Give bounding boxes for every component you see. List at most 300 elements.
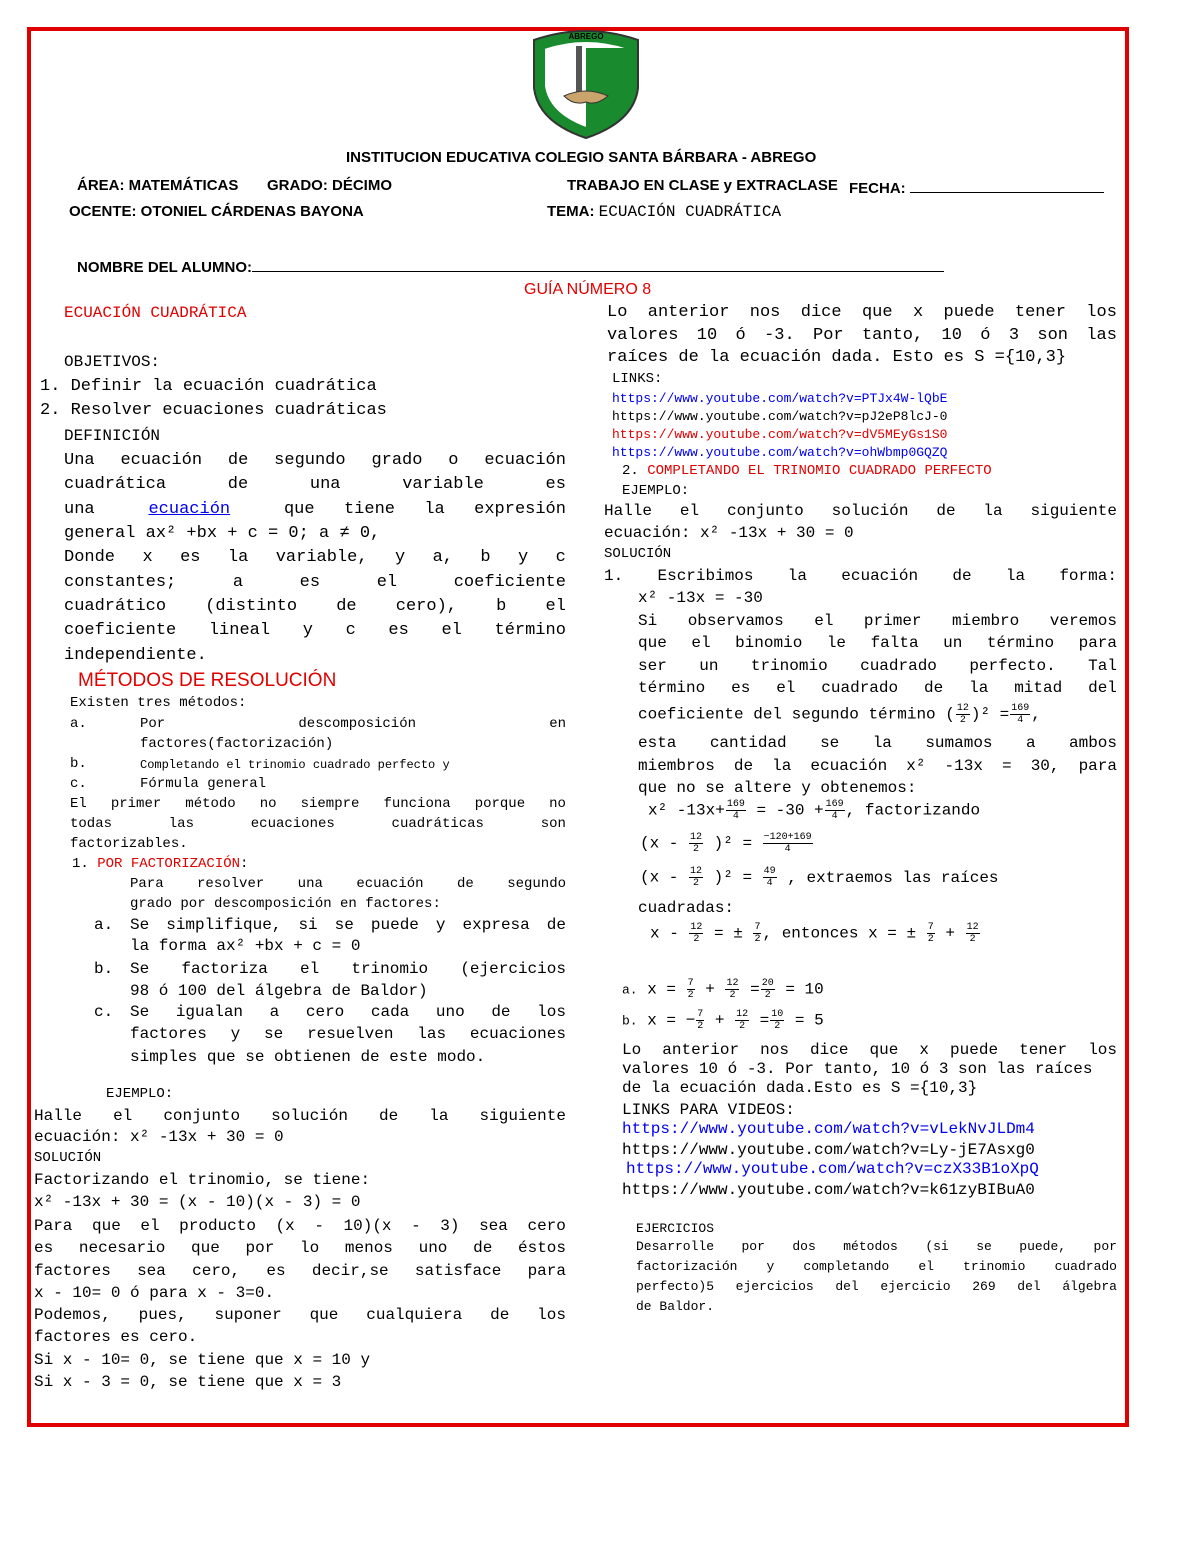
word: a xyxy=(269,1003,280,1021)
word: trinomio xyxy=(963,1259,1026,1274)
solution-label: SOLUCIÓN xyxy=(34,1150,102,1166)
word: que xyxy=(869,1041,899,1059)
word: cuadrático xyxy=(64,597,167,616)
word: Escribimos xyxy=(657,567,754,585)
bottom-line xyxy=(622,1041,1117,1059)
work-label: TRABAJO EN CLASE y EXTRACLASE xyxy=(567,177,838,194)
definition-line: independiente. xyxy=(64,646,207,665)
factorization-heading: 1. POR FACTORIZACIÓN: xyxy=(72,856,249,872)
word: 30, xyxy=(1030,757,1060,775)
word: - xyxy=(411,1217,421,1235)
word: término xyxy=(638,679,706,697)
word: para xyxy=(1078,634,1117,652)
word: 3 xyxy=(1008,326,1020,345)
word: = xyxy=(1002,757,1012,775)
solution-label: SOLUCIÓN xyxy=(604,546,672,562)
word: ambos xyxy=(1068,734,1117,752)
word: factoriza xyxy=(181,960,268,978)
word: tener xyxy=(1014,303,1066,322)
word: b xyxy=(496,597,507,616)
word: miembro xyxy=(952,612,1020,630)
word: 269 xyxy=(972,1279,996,1294)
word: x xyxy=(912,303,924,322)
exercises-label: EJERCICIOS xyxy=(636,1221,715,1236)
equation-2: (x - $\frac{12}{2}$ )² = $\frac{-120+169}{4}$ xyxy=(640,832,812,855)
word: completando xyxy=(803,1259,890,1274)
word: Podemos, xyxy=(34,1306,111,1324)
word: Lo xyxy=(607,303,628,322)
top-line xyxy=(607,303,1117,322)
example-line xyxy=(604,502,1117,520)
equation-3: (x - $\frac{12}{2}$ )² = $\frac{49}{4}$ , extraemos las raíces xyxy=(640,866,999,889)
word: que xyxy=(638,634,667,652)
word: primer xyxy=(110,796,162,812)
solution-line xyxy=(34,1306,566,1324)
area-label: ÁREA: MATEMÁTICAS xyxy=(77,177,239,194)
objective-2: 2. Resolver ecuaciones cuadráticas xyxy=(40,401,387,420)
word: Para xyxy=(130,876,164,892)
note-line xyxy=(70,816,566,832)
word: ecuación xyxy=(484,451,566,470)
example-equation: ecuación: x² -13x + 30 = 0 xyxy=(604,524,854,542)
word: el xyxy=(814,612,834,630)
word: trinomio xyxy=(750,657,828,675)
word: grado xyxy=(371,451,423,470)
complete-heading: 2. COMPLETANDO EL TRINOMIO CUADRADO PERFECTO xyxy=(622,463,992,479)
word: Si xyxy=(638,612,658,630)
date-label: FECHA: xyxy=(849,177,1104,197)
solution-line xyxy=(34,1262,566,1280)
word: cuadrado xyxy=(821,679,899,697)
word: falta xyxy=(870,634,919,652)
word: en xyxy=(549,716,566,732)
word: de xyxy=(936,502,956,520)
word: anterior xyxy=(647,303,730,322)
definition-line xyxy=(64,573,566,592)
definition-line xyxy=(64,475,566,494)
fraction: $\frac{12}{2}$ xyxy=(956,703,969,726)
word: siempre xyxy=(300,796,360,812)
word: cero xyxy=(527,1217,566,1235)
example-label: EJEMPLO: xyxy=(106,1086,174,1102)
word: cuadráticas xyxy=(391,816,484,832)
result-b: b. x = − $\frac{7}{2}$ + $\frac{12}{2}$ = $\frac{10}{2}$ = 5 xyxy=(622,1009,824,1032)
word: cantidad xyxy=(709,734,787,752)
word: si xyxy=(298,916,318,934)
word: y xyxy=(302,621,313,640)
objectives-label: OBJETIVOS: xyxy=(64,353,161,371)
step-1-line xyxy=(638,679,1117,697)
word: las xyxy=(1086,326,1117,345)
word: Se xyxy=(130,1003,150,1021)
word: porque xyxy=(474,796,526,812)
solution-equation: x² -13x + 30 = (x - 10)(x - 3) = 0 xyxy=(34,1193,361,1211)
word: que xyxy=(309,1306,339,1324)
word: (x xyxy=(275,1217,295,1235)
ecuacion-link[interactable]: ecuación xyxy=(148,500,231,519)
word: c xyxy=(555,548,566,567)
word: y xyxy=(766,1259,775,1274)
example-equation: ecuación: x² -13x + 30 = 0 xyxy=(34,1128,284,1146)
word: las xyxy=(417,1025,447,1043)
example-line xyxy=(34,1107,566,1125)
word: de xyxy=(491,1003,511,1021)
word: un xyxy=(943,634,963,652)
word: cero xyxy=(305,1003,345,1021)
equation-3-cont: cuadradas: xyxy=(638,899,735,917)
word: ejercicios xyxy=(735,1279,814,1294)
word: funciona xyxy=(383,796,451,812)
word: el xyxy=(113,1107,133,1125)
word: cero, xyxy=(192,1262,241,1280)
word: descomposición xyxy=(298,716,417,732)
word: la xyxy=(787,567,807,585)
topic-value: ECUACIÓN CUADRÁTICA xyxy=(598,203,782,221)
word: solución xyxy=(271,1107,348,1125)
word: pues, xyxy=(138,1306,187,1324)
guide-number: GUÍA NÚMERO 8 xyxy=(524,281,652,298)
word: ecuación xyxy=(356,876,424,892)
top-line xyxy=(607,326,1117,345)
word: la xyxy=(969,679,989,697)
word: de xyxy=(336,597,357,616)
word: a, xyxy=(432,548,453,567)
word: de xyxy=(379,1107,399,1125)
method-a xyxy=(140,716,566,732)
word: ecuaciones xyxy=(250,816,335,832)
fraction: $\frac{169}{4}$ xyxy=(1011,703,1030,726)
student-name-label: NOMBRE DEL ALUMNO: xyxy=(77,256,944,276)
word: lineal xyxy=(208,621,271,640)
word: todas xyxy=(70,816,113,832)
word: puede xyxy=(370,916,419,934)
step-1-line xyxy=(604,567,1117,585)
word: ó xyxy=(980,326,991,345)
word: Tal xyxy=(1088,657,1117,675)
definition-line xyxy=(64,597,566,616)
note-line: factorizables. xyxy=(70,836,188,852)
word: expresión xyxy=(474,500,566,519)
solution-line xyxy=(34,1239,566,1257)
word: -3. xyxy=(764,326,795,345)
word: álgebra xyxy=(1062,1279,1117,1294)
word: dos xyxy=(792,1239,816,1254)
word: c xyxy=(345,621,356,640)
word: por xyxy=(245,1239,275,1257)
word: dice xyxy=(800,303,842,322)
word: ser xyxy=(638,657,667,675)
word: las xyxy=(168,816,194,832)
word: de xyxy=(227,475,249,494)
step-c-cont: simples que se obtienen de este modo. xyxy=(130,1048,486,1066)
word: son xyxy=(1037,326,1068,345)
word: para xyxy=(1078,757,1117,775)
word: 10 xyxy=(696,326,718,345)
word: coeficiente xyxy=(453,573,566,592)
word: - xyxy=(314,1217,324,1235)
word: observamos xyxy=(687,612,784,630)
word: Por xyxy=(813,326,844,345)
word: miembros xyxy=(638,757,715,775)
step-a-mark: a. xyxy=(94,916,114,934)
word: decir,se xyxy=(311,1262,389,1280)
word: Se xyxy=(130,960,150,978)
word: cualquiera xyxy=(366,1306,463,1324)
topic-label: TEMA: ECUACIÓN CUADRÁTICA xyxy=(547,203,782,221)
word: a xyxy=(1025,734,1036,752)
word: solución xyxy=(831,502,909,520)
video-link-4[interactable]: https://www.youtube.com/watch?v=k61zyBIBuA0 xyxy=(622,1181,1035,1199)
word: constantes; xyxy=(64,573,177,592)
word: del xyxy=(1088,679,1117,697)
word: término xyxy=(494,621,566,640)
word: el xyxy=(918,1259,934,1274)
word: la xyxy=(1005,567,1026,585)
word: y xyxy=(230,1025,241,1043)
word: lo xyxy=(300,1239,320,1257)
word: se xyxy=(820,734,840,752)
link-4[interactable]: https://www.youtube.com/watch?v=ohWbmp0GQZQ xyxy=(612,445,948,460)
solution-line: x - 10= 0 ó para x - 3=0. xyxy=(34,1284,275,1302)
exercises-line xyxy=(636,1259,1117,1274)
word: se xyxy=(264,1025,284,1043)
word: que xyxy=(861,303,893,322)
step-1-line xyxy=(638,634,1117,652)
word: de xyxy=(490,1306,510,1324)
word: 10 xyxy=(941,326,962,345)
word: los xyxy=(1088,1041,1117,1059)
word: método xyxy=(185,796,236,812)
video-link-2[interactable]: https://www.youtube.com/watch?v=Ly-jE7Asxg0 xyxy=(622,1141,1035,1159)
word: expresa xyxy=(462,916,530,934)
methods-intro: Existen tres métodos: xyxy=(70,695,247,711)
step-b-cont: 98 ó 100 del álgebra de Baldor) xyxy=(130,982,428,1000)
step-b-mark: b. xyxy=(94,960,114,978)
word: tener xyxy=(1019,1041,1068,1059)
word: cuadrado xyxy=(1054,1259,1117,1274)
exercises-line xyxy=(636,1239,1117,1254)
note-line xyxy=(70,796,566,812)
word: los xyxy=(1086,303,1117,322)
word: ecuación xyxy=(810,757,888,775)
word: necesario xyxy=(78,1239,166,1257)
definition-line: general ax² +bx + c = 0; a ≠ 0, xyxy=(64,524,381,543)
left-title: ECUACIÓN CUADRÁTICA xyxy=(64,304,247,322)
word: nos xyxy=(760,1041,789,1059)
word: de xyxy=(456,876,474,892)
word: el xyxy=(679,502,700,520)
word: cero), xyxy=(395,597,457,616)
word: del xyxy=(1017,1279,1041,1294)
top-line: raíces de la ecuación dada. Esto es S ={10,3} xyxy=(607,348,1067,367)
solution-line xyxy=(34,1217,566,1235)
logo-text: ABREGO xyxy=(568,32,604,41)
date-field-line xyxy=(910,177,1104,193)
exercises-line xyxy=(636,1279,1117,1294)
step-1-coefficient: coeficiente del segundo término ( $\frac{12}{2}$ )² = $\frac{169}{4}$ , xyxy=(638,703,1041,726)
factorization-line: grado por descomposición en factores: xyxy=(130,896,441,912)
word: es xyxy=(266,1262,286,1280)
word: Se xyxy=(130,916,150,934)
word: y xyxy=(394,548,406,567)
word: menos xyxy=(344,1239,393,1257)
word: la xyxy=(872,734,892,752)
step-c-mark: c. xyxy=(94,1003,114,1021)
word: conjunto xyxy=(163,1107,241,1125)
video-link-1[interactable]: https://www.youtube.com/watch?v=vLekNvJLDm4 xyxy=(622,1120,1035,1138)
teacher-label: OCENTE: OTONIEL CÁRDENAS BAYONA xyxy=(69,203,364,220)
word: métodos xyxy=(843,1239,898,1254)
step-1-line xyxy=(638,612,1117,630)
word: (ejercicios xyxy=(460,960,566,978)
word: puede xyxy=(950,1041,999,1059)
word: dice xyxy=(810,1041,849,1059)
word: Desarrolle xyxy=(636,1239,715,1254)
word: no xyxy=(259,796,277,812)
definition-line xyxy=(64,548,566,567)
word: una xyxy=(309,475,341,494)
word: ecuación xyxy=(120,451,203,470)
word: variable, xyxy=(275,548,368,567)
word: de xyxy=(924,679,944,697)
link-2[interactable]: https://www.youtube.com/watch?v=pJ2eP8lcJ-0 xyxy=(612,409,948,424)
link-1[interactable]: https://www.youtube.com/watch?v=PTJx4W-lQbE xyxy=(612,391,948,406)
word: resolver xyxy=(197,876,265,892)
word: es xyxy=(299,573,321,592)
video-link-3[interactable]: https://www.youtube.com/watch?v=czX33B1oXpQ xyxy=(626,1160,1039,1178)
word: sea xyxy=(137,1262,166,1280)
word: satisface xyxy=(414,1262,502,1280)
word: ó xyxy=(735,326,746,345)
word: Por xyxy=(140,716,166,732)
word: el xyxy=(441,621,462,640)
word: por xyxy=(741,1239,765,1254)
method-c: Fórmula general xyxy=(140,776,267,792)
word: los xyxy=(537,1003,566,1021)
method-c-mark: c. xyxy=(70,776,87,792)
word: el xyxy=(545,597,566,616)
exercises-line: de Baldor. xyxy=(636,1299,715,1314)
word: suponer xyxy=(214,1306,282,1324)
word: que xyxy=(283,500,315,519)
word: producto xyxy=(179,1217,256,1235)
word: la xyxy=(772,757,792,775)
word: Lo xyxy=(622,1041,642,1059)
objective-1: 1. Definir la ecuación cuadrática xyxy=(40,377,377,396)
definition-line xyxy=(64,621,566,640)
method-b-mark: b. xyxy=(70,756,87,772)
word: puede xyxy=(943,303,995,322)
word: ecuación xyxy=(841,567,919,585)
step-1-line xyxy=(638,657,1117,675)
word: -13x xyxy=(944,757,983,775)
result-a: a. x = $\frac{7}{2}$ + $\frac{12}{2}$ = $\frac{20}{2}$ = 10 xyxy=(622,978,824,1001)
word: Halle xyxy=(34,1107,83,1125)
word: cada xyxy=(370,1003,410,1021)
link-3[interactable]: https://www.youtube.com/watch?v=dV5MEyGs1S0 xyxy=(612,427,948,442)
word: es xyxy=(545,475,566,494)
word: es xyxy=(180,548,201,567)
word: 3) xyxy=(440,1217,460,1235)
grade-label: GRADO: DÉCIMO xyxy=(267,177,392,194)
word: tanto, xyxy=(861,326,924,345)
word: o xyxy=(448,451,459,470)
word: la xyxy=(424,500,445,519)
word: es xyxy=(731,679,751,697)
word: veremos xyxy=(1049,612,1117,630)
factorization-line xyxy=(130,876,566,892)
bottom-line: valores 10 ó -3. Por tanto, 10 ó 3 son las raíces xyxy=(622,1060,1093,1078)
word: perfecto. xyxy=(969,657,1056,675)
solution-line: Si x - 3 = 0, se tiene que x = 3 xyxy=(34,1373,342,1391)
word: de xyxy=(227,451,249,470)
word: la xyxy=(227,548,249,567)
word: y xyxy=(518,548,529,567)
word: sumamos xyxy=(925,734,993,752)
word: 1. xyxy=(604,567,624,585)
word: nos xyxy=(749,303,781,322)
step-a-cont: la forma ax² +bx + c = 0 xyxy=(130,937,361,955)
word: de xyxy=(733,757,754,775)
method-a-cont: factores(factorización) xyxy=(140,736,334,752)
word: de xyxy=(952,567,972,585)
word: (distinto xyxy=(205,597,298,616)
word: tiene xyxy=(343,500,395,519)
word: uno xyxy=(418,1239,448,1257)
word: perfecto)5 xyxy=(636,1279,715,1294)
equation-4: x - $\frac{12}{2}$ = ± $\frac{7}{2}$ , entonces x = ± $\frac{7}{2}$ + $\frac{12}{2}$ xyxy=(650,922,979,945)
word: los xyxy=(537,1306,566,1324)
word: de xyxy=(546,916,566,934)
word: resuelven xyxy=(307,1025,394,1043)
word: para xyxy=(527,1262,566,1280)
word: cuadrática xyxy=(64,475,167,494)
step-b xyxy=(130,960,566,978)
methods-title: MÉTODOS DE RESOLUCIÓN xyxy=(78,670,337,691)
student-name-line xyxy=(252,256,944,272)
method-a-mark: a. xyxy=(70,716,87,732)
word: Una xyxy=(64,451,95,470)
word: le xyxy=(826,634,847,652)
word: de xyxy=(473,1239,493,1257)
step-1-equation: x² -13x = -30 xyxy=(638,589,763,607)
word: valores xyxy=(607,326,679,345)
word: son xyxy=(540,816,566,832)
word: x² xyxy=(906,757,926,775)
definition-line: una ecuación que tiene la expresión xyxy=(64,500,566,519)
word: que xyxy=(191,1239,220,1257)
word: por xyxy=(1093,1239,1117,1254)
word: x xyxy=(919,1041,929,1059)
word: esta xyxy=(638,734,677,752)
bottom-line: de la ecuación dada.Esto es S ={10,3} xyxy=(622,1079,978,1097)
word: cuadrado xyxy=(860,657,937,675)
word: no xyxy=(549,796,566,812)
word: del xyxy=(835,1279,859,1294)
word: El xyxy=(70,796,87,812)
definition-label: DEFINICIÓN xyxy=(64,427,161,445)
definition-line xyxy=(64,451,566,470)
word: el xyxy=(691,634,711,652)
word: puede, xyxy=(1019,1239,1067,1254)
step-c-cont xyxy=(130,1025,566,1043)
step-c xyxy=(130,1003,566,1021)
word: la xyxy=(429,1107,449,1125)
word: 10)(x xyxy=(343,1217,392,1235)
word: el xyxy=(776,679,796,697)
word: un xyxy=(699,657,719,675)
word: se xyxy=(334,916,354,934)
